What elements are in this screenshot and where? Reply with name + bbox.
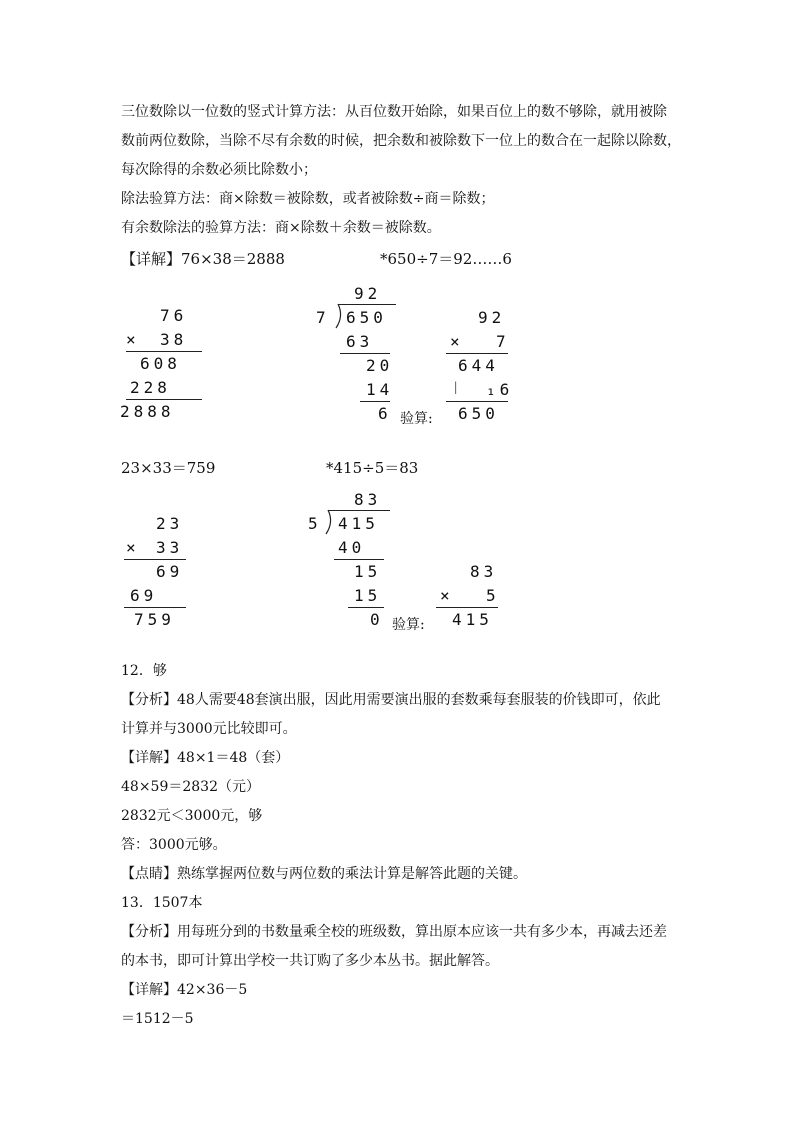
division-bracket-1: [330, 304, 344, 328]
multiplication-equation-2: 23×33＝759: [121, 459, 216, 477]
check-label-2: 验算:: [392, 617, 425, 633]
division-bracket-2: [320, 510, 334, 534]
method-line-1: 三位数除以一位数的竖式计算方法：从百位数开始除，如果百位上的数不够除，就用被除: [121, 104, 667, 120]
division-equation-2: *415÷5＝83: [326, 459, 419, 477]
q13-detail-1: 【详解】42×36－5: [121, 982, 248, 998]
q12-analysis-2: 计算并与3000元比较即可。: [121, 721, 297, 737]
method-line-2: 数前两位数除，当除不尽有余数的时候，把余数和被除数下一位上的数合在一起除以除数，: [121, 133, 681, 149]
q12-answer: 答：3000元够。: [121, 837, 227, 853]
q13-title: 13．1507本: [121, 895, 203, 911]
check-label-1: 验算:: [400, 411, 433, 427]
q12-point: 【点睛】熟练掌握两位数与两位数的乘法计算是解答此题的关键。: [121, 866, 527, 882]
q13-analysis-2: 的本书，即可计算出学校一共订购了多少本丛书。据此解答。: [121, 953, 499, 969]
method-line-3: 每次除得的余数必须比除数小；: [121, 162, 317, 178]
q12-title: 12．够: [121, 663, 167, 679]
q13-detail-2: ＝1512－5: [121, 1011, 194, 1027]
q12-detail-1: 【详解】48×1＝48（套）: [121, 750, 290, 766]
division-equation-1: *650÷7＝92……6: [380, 250, 512, 268]
q12-detail-3: 2832元＜3000元，够: [121, 808, 263, 824]
method-line-5: 有余数除法的验算方法：商×除数＋余数＝被除数。: [121, 220, 441, 236]
q12-detail-2: 48×59＝2832（元）: [121, 779, 260, 795]
detail-header-1: 【详解】76×38＝2888: [121, 250, 285, 268]
q12-analysis-1: 【分析】48人需要48套演出服，因此用需要演出服的套数乘每套服装的价钱即可，依此: [121, 692, 661, 708]
method-line-4: 除法验算方法：商×除数＝被除数，或者被除数÷商＝除数；: [121, 191, 495, 207]
q13-analysis-1: 【分析】用每班分到的书数量乘全校的班级数，算出原本应该一共有多少本，再减去还差: [121, 924, 667, 940]
